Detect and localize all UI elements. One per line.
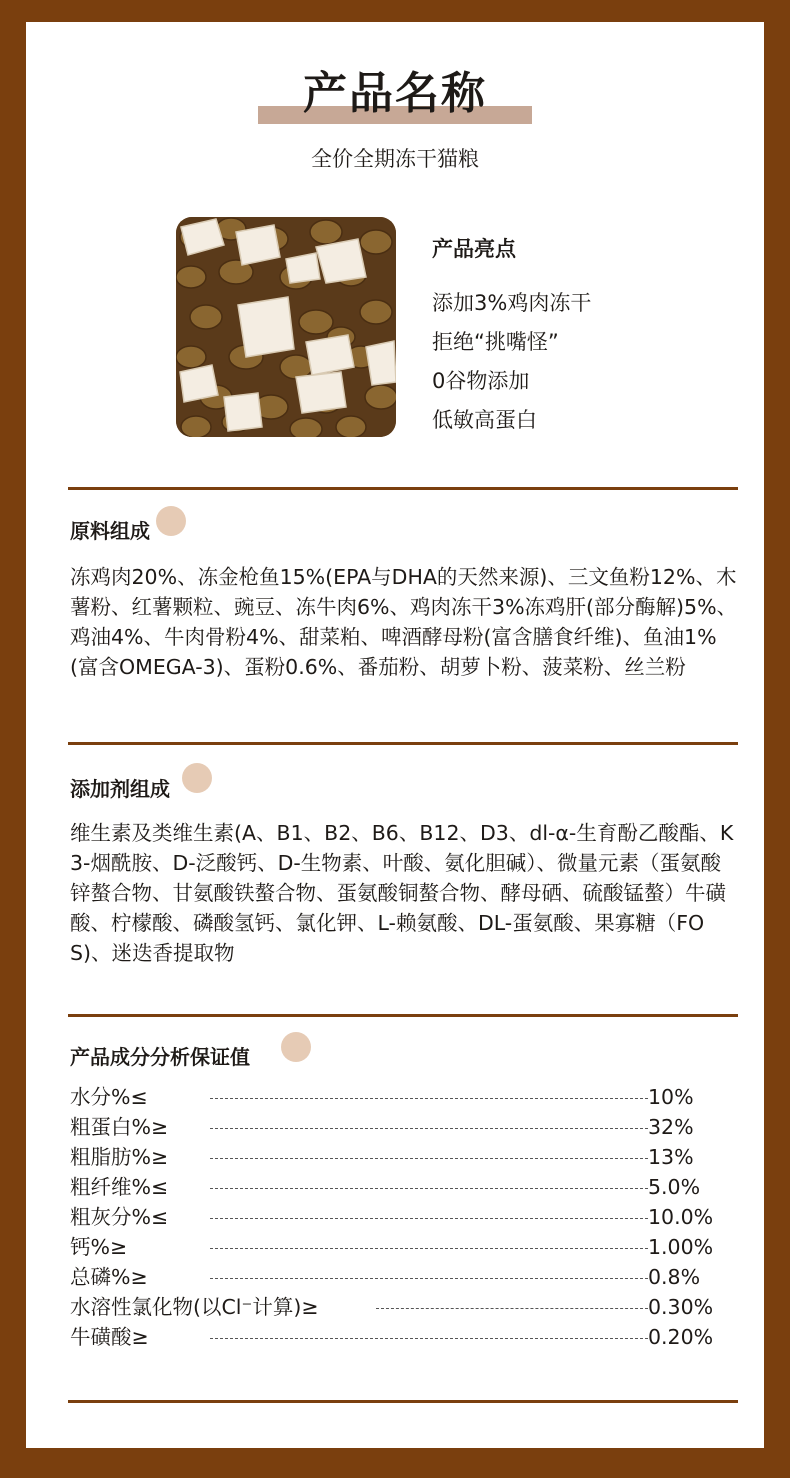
cat-food-image [176, 217, 396, 437]
page-title: 产品名称 [303, 68, 487, 119]
divider [68, 1400, 738, 1403]
dotted-leader [210, 1278, 648, 1279]
dotted-leader [210, 1188, 648, 1189]
row-label: 牛磺酸≥ [70, 1325, 149, 1349]
divider [68, 742, 738, 745]
highlight-item: 拒绝“挑嘴怪” [432, 330, 559, 354]
table-row [70, 1232, 738, 1262]
table-row [70, 1172, 738, 1202]
title-block [26, 66, 764, 126]
row-label: 粗脂肪%≥ [70, 1145, 169, 1169]
row-value: 0.20% [648, 1325, 714, 1349]
divider [68, 1014, 738, 1017]
highlight-item: 0谷物添加 [432, 369, 530, 393]
analysis-title: 产品成分分析保证值 [70, 1045, 250, 1069]
highlights-list [432, 284, 591, 440]
highlight-item: 添加3%鸡肉冻干 [432, 291, 592, 315]
row-value: 13% [648, 1145, 694, 1169]
decorative-dot [156, 506, 186, 536]
table-row [70, 1202, 738, 1232]
row-value: 1.00% [648, 1235, 714, 1259]
row-label: 粗灰分%≤ [70, 1205, 169, 1229]
table-row [70, 1112, 738, 1142]
table-row [70, 1082, 738, 1112]
product-photo [176, 217, 396, 437]
ingredients-title: 原料组成 [70, 519, 150, 543]
dotted-leader [210, 1158, 648, 1159]
table-row [70, 1292, 738, 1322]
row-value: 0.30% [648, 1295, 714, 1319]
dotted-leader [210, 1338, 648, 1339]
table-row [70, 1142, 738, 1172]
row-label: 总磷%≥ [70, 1265, 148, 1289]
row-label: 粗纤维%≤ [70, 1175, 169, 1199]
row-label: 水分%≤ [70, 1085, 148, 1109]
dotted-leader [376, 1308, 648, 1309]
table-row [70, 1262, 738, 1292]
product-subtitle: 全价全期冻干猫粮 [311, 147, 479, 171]
dotted-leader [210, 1248, 648, 1249]
row-value: 32% [648, 1115, 694, 1139]
dotted-leader [210, 1128, 648, 1129]
highlights-title: 产品亮点 [432, 237, 516, 261]
dotted-leader [210, 1098, 648, 1099]
row-label: 钙%≥ [70, 1235, 128, 1259]
divider [68, 487, 738, 490]
decorative-dot [281, 1032, 311, 1062]
row-label: 粗蛋白%≥ [70, 1115, 169, 1139]
row-value: 10% [648, 1085, 694, 1109]
row-value: 0.8% [648, 1265, 701, 1289]
analysis-table [70, 1082, 738, 1352]
additives-title: 添加剂组成 [70, 777, 170, 801]
additives-text: 维生素及类维生素(A、B1、B2、B6、B12、D3、dl-α-生育酚乙酸酯、K3-烟酰胺、D-泛酸钙、D-生物素、叶酸、氨化胆碱）、微量元素（蛋氨酸锌螯合物、甘氨酸铁螯合物、蛋氨酸铜螯合物、酵母硒、硫酸锰螯）牛磺酸、柠檬酸、磷酸氢钙、氯化钾、L-赖氨酸、DL-蛋氨酸、果寡糖（FOS)、迷迭香提取物 [70, 821, 734, 965]
table-row [70, 1322, 738, 1352]
info-card [26, 22, 764, 1448]
row-value: 10.0% [648, 1205, 714, 1229]
dotted-leader [210, 1218, 648, 1219]
decorative-dot [182, 763, 212, 793]
highlight-item: 低敏高蛋白 [432, 408, 537, 432]
row-label: 水溶性氯化物(以Cl⁻计算)≥ [70, 1295, 319, 1319]
row-value: 5.0% [648, 1175, 701, 1199]
ingredients-text: 冻鸡肉20%、冻金枪鱼15%(EPA与DHA的天然来源)、三文鱼粉12%、木薯粉、红薯颗粒、豌豆、冻牛肉6%、鸡肉冻干3%冻鸡肝(部分酶解)5%、鸡油4%、牛肉骨粉4%、甜菜粕、啤酒酵母粉(富含膳食纤维)、鱼油1%(富含OMEGA-3)、蛋粉0.6%、番茄粉、胡萝卜粉、菠菜粉、丝兰粉 [70, 565, 738, 679]
